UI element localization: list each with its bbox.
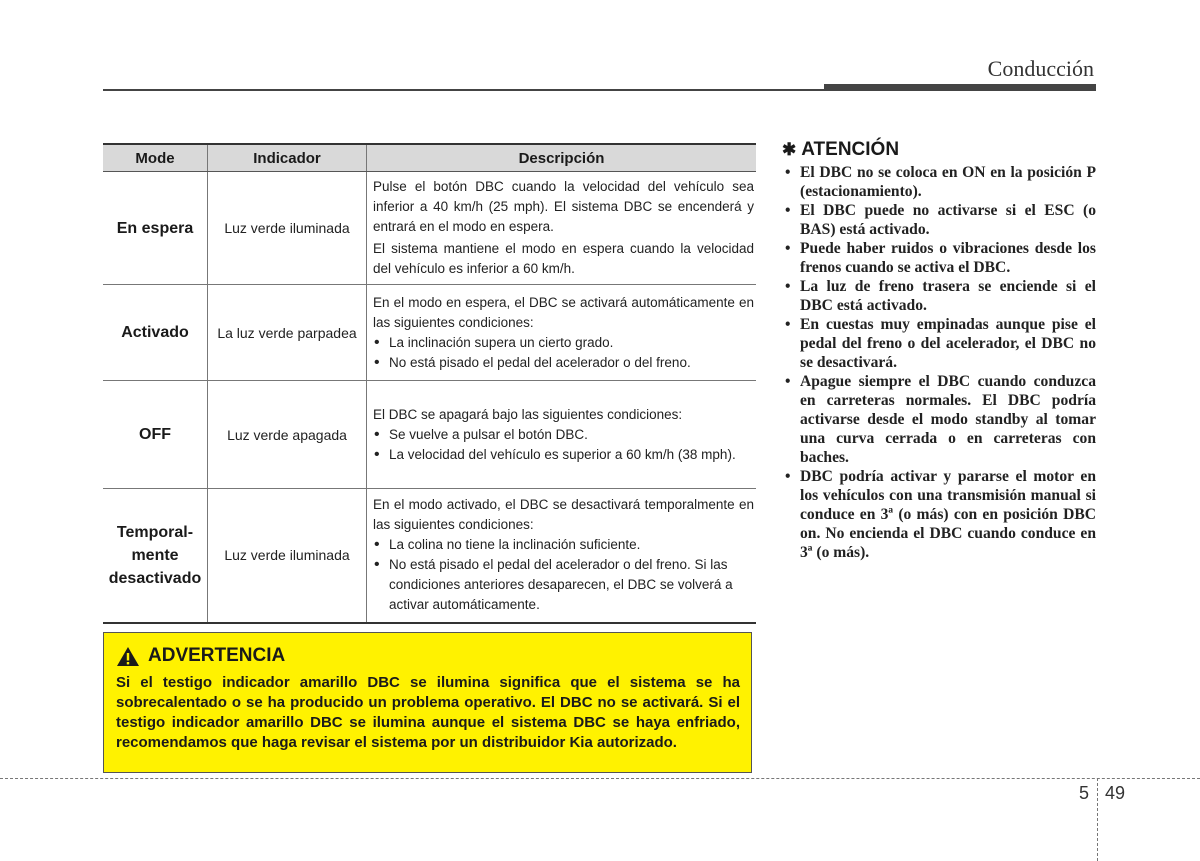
page-number: 49 — [1105, 783, 1126, 803]
description-paragraph: El sistema mantiene el modo en espera cuando la velocidad del vehículo es inferior a 60 km/h. — [373, 241, 754, 276]
indicator-cell: La luz verde parpadea — [208, 285, 367, 381]
mode-cell: En espera — [103, 172, 208, 285]
description-intro: El DBC se apagará bajo las siguientes condiciones: — [373, 406, 683, 422]
indicator-cell: Luz verde iluminada — [208, 489, 367, 623]
attention-section — [782, 137, 1096, 562]
list-item: • Apague siempre el DBC cuando conduzca en carreteras normales. El DBC podría activarse desde el modo standby al tomar una curva cerrada o en carreteras con baches. — [782, 372, 1096, 467]
table-row — [103, 489, 756, 623]
list-item: • El DBC puede no activarse si el ESC (o BAS) está activado. — [782, 201, 1096, 239]
header-rule-accent — [824, 84, 1096, 91]
footer-page-divider — [1097, 778, 1098, 861]
list-item: • En cuestas muy empinadas aunque pise el pedal del freno o del acelerador, el DBC no se desactivará. — [782, 315, 1096, 372]
list-item: • La colina no tiene la inclinación suficiente. — [373, 535, 754, 555]
warning-text: Si el testigo indicador amarillo DBC se ilumina significa que el sistema se ha sobrecalentado o se ha producido un problema operativo. El DBC no se activará. Si el testigo indicador amarillo DBC se ilumina aunque el sistema DBC se haya enfriado, recomendamos que haga revisar el sistema por un distribuidor Kia autorizado. — [116, 674, 740, 751]
list-item: • No está pisado el pedal del acelerador o del freno. — [373, 353, 754, 373]
indicator-cell: Luz verde iluminada — [208, 172, 367, 285]
warning-title: ADVERTENCIA — [148, 645, 286, 666]
mode-label-line: Temporal- — [116, 523, 194, 541]
description-cell — [367, 285, 757, 381]
col-header-indicator: Indicador — [208, 144, 367, 172]
condition-list — [373, 333, 754, 373]
table-row — [103, 381, 756, 489]
asterisk-icon: ✱ — [782, 140, 797, 159]
mode-label-line: mente — [131, 546, 179, 564]
description-cell — [367, 172, 757, 285]
mode-cell: OFF — [103, 381, 208, 489]
list-item: • DBC podría activar y pararse el motor en los vehículos con una transmisión manual si conduce en 3ª (o más) con en posición DBC on. No encienda el DBC cuando conduce en 3ª (o más). — [782, 467, 1096, 562]
attention-list — [782, 163, 1096, 562]
condition-list — [373, 425, 754, 465]
dbc-modes-table — [103, 143, 756, 624]
section-title: Conducción — [987, 56, 1094, 81]
list-item: • No está pisado el pedal del acelerador o del freno. Si las condiciones anteriores desaparecen, el DBC se volverá a activar automáticamente. — [373, 555, 754, 615]
description-cell — [367, 381, 757, 489]
chapter-number: 5 — [1079, 783, 1090, 803]
footer-divider — [0, 778, 1200, 779]
list-item: • Puede haber ruidos o vibraciones desde los frenos cuando se activa el DBC. — [782, 239, 1096, 277]
attention-title: ATENCIÓN — [801, 139, 900, 160]
description-paragraph: Pulse el botón DBC cuando la velocidad del vehículo sea inferior a 40 km/h (25 mph). El sistema DBC se encenderá y entrará en el modo en espera. — [373, 179, 754, 234]
col-header-mode: Mode — [103, 144, 208, 172]
indicator-cell: Luz verde apagada — [208, 381, 367, 489]
attention-heading — [782, 137, 1096, 163]
description-intro: En el modo activado, el DBC se desactivará temporalmente en las siguientes condiciones: — [373, 497, 754, 533]
warning-triangle-icon — [116, 646, 140, 667]
list-item: • La inclinación supera un cierto grado. — [373, 333, 754, 353]
list-item: • La velocidad del vehículo es superior a 60 km/h (38 mph). — [373, 445, 754, 465]
table-header-row — [103, 144, 756, 172]
table-row — [103, 285, 756, 381]
list-item: • El DBC no se coloca en ON en la posición P (estacionamiento). — [782, 163, 1096, 201]
description-intro: En el modo en espera, el DBC se activará automáticamente en las siguientes condiciones: — [373, 294, 754, 330]
mode-cell — [103, 489, 208, 623]
list-item: • Se vuelve a pulsar el botón DBC. — [373, 425, 754, 445]
mode-cell: Activado — [103, 285, 208, 381]
condition-list — [373, 535, 754, 615]
warning-box — [103, 632, 752, 773]
description-cell — [367, 489, 757, 623]
warning-heading — [116, 643, 740, 669]
list-item: • La luz de freno trasera se enciende si el DBC está activado. — [782, 277, 1096, 315]
mode-label-line: desactivado — [108, 569, 202, 587]
col-header-description: Descripción — [367, 144, 757, 172]
table-row — [103, 172, 756, 285]
